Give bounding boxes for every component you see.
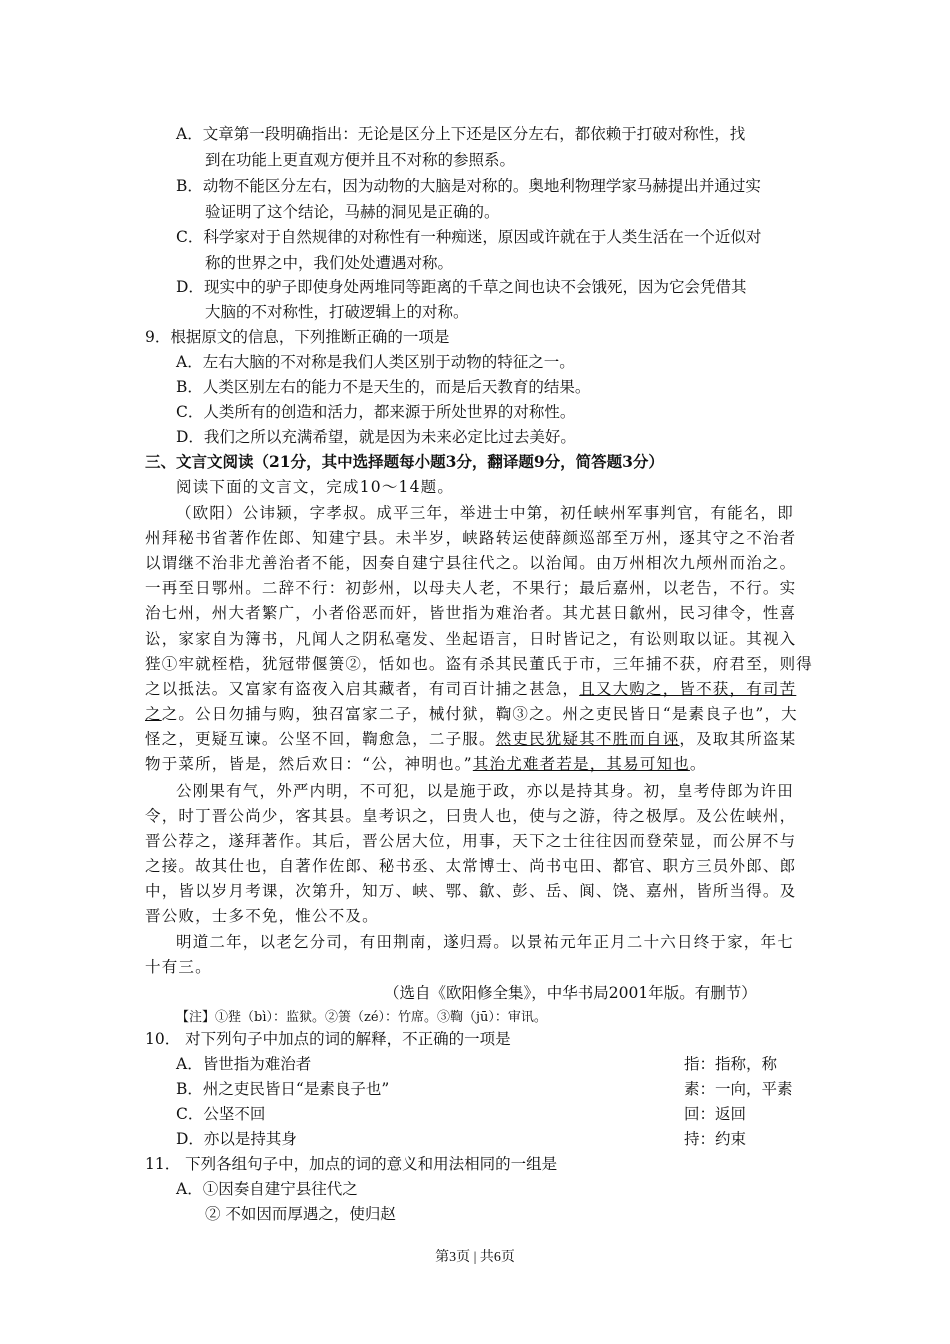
passage-line: 治七州，州大者繁广，小者俗恶而奸，皆世指为难治者。其尤甚日歙州，民习律令，性喜: [145, 604, 797, 622]
translation-sentence-2: 然吏民犹疑其不胜而自诬: [495, 730, 680, 748]
q9-option-c: C．人类所有的创造和活力，都来源于所处世界的对称性。: [176, 403, 576, 421]
passage-line: 狴①牢就桎梏，犹冠带偃箦②，恬如也。盗有杀其民董氏于市，三年捕不获，府君至，则得: [145, 655, 814, 673]
passage-line: 公刚果有气，外严内明，不可犯，以是施于政，亦以是持其身。初，皇考侍郎为许田: [176, 782, 794, 800]
q10-stem: 10． 对下列句子中加点的词的解释，不正确的一项是: [145, 1030, 511, 1048]
passage-source: （选自《欧阳修全集》，中华书局2001年版。有删节）: [384, 984, 757, 1002]
annotation-note: 【注】①狴（bì）：监狱。②箦（zé）：竹席。③鞫（jū）：审讯。: [176, 1010, 547, 1025]
passage-line: 讼，家家自为簿书，凡闻人之阴私毫发、坐起语言，日时皆记之，有讼则取以证。其视入: [145, 630, 797, 648]
passage-line: 物于菜所，皆是，然后欢日：“公，神明也。”其治尤难者若是，其易可知也。: [145, 755, 707, 773]
passage-line: 以谓继不治非尤善治者不能，因奏自建宁县往代之。以治闻。由万州相次九颅州而治之。: [145, 554, 797, 572]
passage-line: 怪之，更疑互谏。公坚不回，鞫愈急，二子服。然吏民犹疑其不胜而自诬，及取其所盗某: [145, 730, 797, 748]
q9-option-b: B．人类区别左右的能力不是天生的，而是后天教育的结果。: [176, 378, 591, 396]
translation-sentence-3: 其治尤难者若是，其易可知也: [472, 755, 690, 773]
q8-option-c-line2: 称的世界之中，我们处处遭遇对称。: [205, 254, 454, 272]
q8-option-a-line1: A．文章第一段明确指出：无论是区分上下还是区分左右，都依赖于打破对称性，找: [176, 125, 746, 143]
passage-line: 州拜秘书省著作佐郎、知建宁县。未半岁，峡路转运使薛颜巡部至万州，逐其守之不治者: [145, 529, 797, 547]
q10-option-a: A．皆世指为难治者 指：指称，称: [176, 1055, 778, 1073]
passage-line: 之接。故其仕也，自著作佐郎、秘书丞、太常博士、尚书屯田、都官、职方三员外郎、郎: [145, 857, 797, 875]
q8-option-a-line2: 到在功能上更直观方便并且不对称的参照系。: [205, 151, 516, 169]
q11-option-a-2: ② 不如因而厚遇之，使归赵: [205, 1205, 396, 1223]
passage-line: 之之。公日勿捕与购，独召富家二子，械付狱，鞫③之。州之吏民皆日“是素良子也”，大: [145, 705, 798, 723]
q10-option-d: D．亦以是持其身 持：约束: [176, 1130, 747, 1148]
passage-line: 十有三。: [145, 958, 212, 976]
q8-option-d-line1: D．现实中的驴子即使身处两堆同等距离的千草之间也诀不会饿死，因为它会凭借其: [176, 278, 747, 296]
section-title: 三、文言文阅读（21分，其中选择题每小题3分，翻译题9分，简答题3分）: [145, 452, 664, 471]
q10-option-c: C．公坚不回 回：返回: [176, 1105, 747, 1123]
passage-line: 晋公荐之，遂拜著作。其后，晋公居大位，用事，天下之士往往因而登荣显，而公屏不与: [145, 832, 797, 850]
q11-option-a-1: A．①因奏自建宁县往代之: [176, 1180, 358, 1198]
q11-stem: 11． 下列各组句子中，加点的词的意义和用法相同的一组是: [145, 1155, 558, 1173]
q10-option-b: B．州之吏民皆日“是素良子也” 素：一向，平素: [176, 1080, 793, 1098]
q9-option-a: A．左右大脑的不对称是我们人类区别于动物的特征之一。: [176, 353, 575, 371]
translation-sentence-1: 且又大购之，皆不获，有司苦: [579, 680, 797, 698]
reading-instruction: 阅读下面的文言文，完成10～14题。: [176, 478, 455, 496]
q8-option-d-line2: 大脑的不对称性，打破逻辑上的对称。: [205, 303, 469, 321]
passage-line: 明道二年，以老乞分司，有田荆南，遂归焉。以景祐元年正月二十六日终于家，年七: [176, 933, 794, 951]
page-footer: 第3页 | 共6页: [435, 1250, 515, 1265]
passage-line: 之以抵法。又富家有盗夜入启其藏者，有司百计捕之甚急，且又大购之，皆不获，有司苦: [145, 680, 797, 698]
passage-line: 一再至日鄂州。二辞不行：初彭州，以母夫人老，不果行；最后嘉州，以老告，不行。实: [145, 579, 797, 597]
q9-option-d: D．我们之所以充满希望，就是因为未来必定比过去美好。: [176, 428, 576, 446]
q8-option-b-line2: 验证明了这个结论，马赫的洞见是正确的。: [205, 203, 500, 221]
passage-line: 中，皆以岁月考课，次第升，知万、峡、鄂、歙、彭、岳、阆、饶、嘉州，皆所当得。及: [145, 882, 797, 900]
passage-line: 晋公败，士多不免，惟公不及。: [145, 907, 379, 925]
passage-line: （欧阳）公讳颍，字孝叔。成平三年，举进士中第，初任峡州军事判官，有能名，即: [176, 504, 794, 522]
q8-option-b-line1: B．动物不能区分左右，因为动物的大脑是对称的。奥地利物理学家马赫提出并通过实: [176, 177, 761, 195]
q8-option-c-line1: C．科学家对于自然规律的对称性有一种痴迷，原因或许就在于人类生活在一个近似对: [176, 228, 762, 246]
q9-stem: 9．根据原文的信息，下列推断正确的一项是: [145, 328, 450, 346]
passage-line: 令，时丁晋公尚少，客其县。皇考识之，曰贵人也，使与之游，待之极厚。及公佐峡州，: [145, 807, 797, 825]
